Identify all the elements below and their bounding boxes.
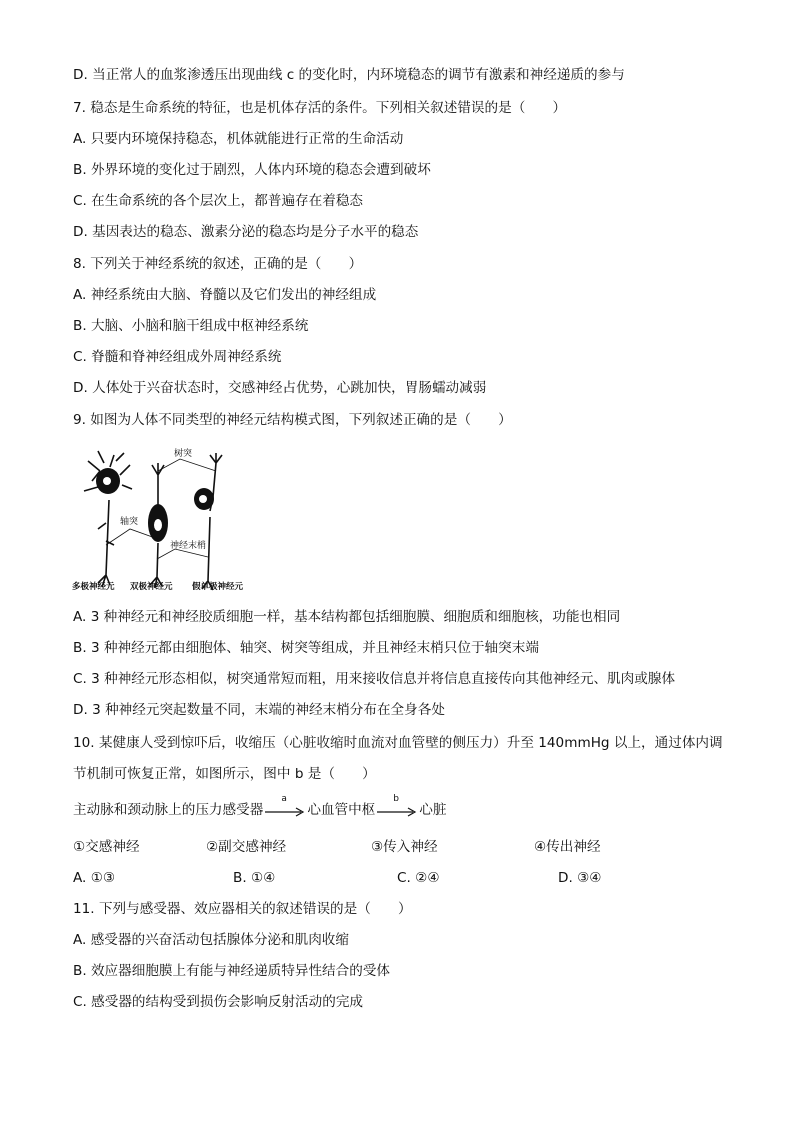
q7-option-c: C. 在生命系统的各个层次上，都普遍存在着稳态 (73, 193, 364, 209)
q8-stem: 8. 下列关于神经系统的叙述，正确的是（ ） (73, 256, 363, 272)
q8-option-c: C. 脊髓和脊神经组成外周神经系统 (73, 349, 282, 365)
q8-option-a: A. 神经系统由大脑、脊髓以及它们发出的神经组成 (73, 287, 377, 303)
q6-option-d: D. 当正常人的血浆渗透压出现曲线 c 的变化时，内环境稳态的调节有激素和神经递质的参与 (73, 67, 625, 83)
pseudounipolar-neuron-drawing (202, 453, 222, 590)
q7-option-a: A. 只要内环境保持稳态，机体就能进行正常的生命活动 (73, 131, 404, 147)
q10-option-b: B. ①④ (233, 870, 276, 886)
q9-option-c: C. 3 种神经元形态相似，树突通常短而粗，用来接收信息并将信息直接传向其他神经元、肌肉或腺体 (73, 671, 676, 687)
flow-center: 心血管中枢 (307, 802, 376, 818)
q10-items-row (73, 838, 733, 856)
caption-multipolar: 多极神经元 (72, 581, 115, 591)
q10-item: ③传入神经 (371, 839, 438, 855)
reflex-flow-diagram (73, 794, 447, 820)
q9-option-a: A. 3 种神经元和神经胶质细胞一样，基本结构都包括细胞膜、细胞质和细胞核，功能也相同 (73, 609, 621, 625)
neuron-types-figure (70, 445, 260, 595)
q10-stem-line1: 10. 某健康人受到惊吓后，收缩压（心脏收缩时血流对血管壁的侧压力）升至 140mmHg 以上，通过体内调 (73, 735, 723, 751)
label-axon: 轴突 (120, 516, 139, 526)
q7-option-d: D. 基因表达的稳态、激素分泌的稳态均是分子水平的稳态 (73, 224, 419, 240)
q9-option-b: B. 3 种神经元都由细胞体、轴突、树突等组成，并且神经末梢只位于轴突末端 (73, 640, 539, 656)
q9-stem: 9. 如图为人体不同类型的神经元结构模式图，下列叙述正确的是（ ） (73, 412, 512, 428)
q10-options-row (73, 869, 733, 887)
q9-option-d: D. 3 种神经元突起数量不同，末端的神经末梢分布在全身各处 (73, 702, 445, 718)
q7-option-b: B. 外界环境的变化过于剧烈，人体内环境的稳态会遭到破坏 (73, 162, 431, 178)
label-dendrite: 树突 (174, 448, 193, 458)
q10-item: ②副交感神经 (206, 839, 287, 855)
q11-option-a: A. 感受器的兴奋活动包括腺体分泌和肌肉收缩 (73, 932, 349, 948)
q10-stem-line2: 节机制可恢复正常，如图所示，图中 b 是（ ） (73, 766, 376, 782)
q11-stem: 11. 下列与感受器、效应器相关的叙述错误的是（ ） (73, 901, 412, 917)
arrow-b (377, 794, 417, 817)
flow-receptor: 主动脉和颈动脉上的压力感受器 (73, 802, 264, 818)
q10-option-d: D. ③④ (558, 870, 602, 886)
q11-option-b: B. 效应器细胞膜上有能与神经递质特异性结合的受体 (73, 963, 391, 979)
caption-pseudounipolar: 假单极神经元 (192, 581, 244, 591)
q10-option-c: C. ②④ (397, 870, 440, 886)
caption-bipolar: 双极神经元 (130, 581, 173, 591)
q10-item: ①交感神经 (73, 839, 140, 855)
q7-stem: 7. 稳态是生命系统的特征，也是机体存活的条件。下列相关叙述错误的是（ ） (73, 100, 567, 116)
arrow-a (265, 794, 305, 817)
q11-option-c: C. 感受器的结构受到损伤会影响反射活动的完成 (73, 994, 364, 1010)
flow-heart: 心脏 (419, 802, 447, 818)
q10-item: ④传出神经 (534, 839, 601, 855)
label-nerve-terminal: 神经末梢 (170, 540, 207, 550)
q8-option-d: D. 人体处于兴奋状态时，交感神经占优势，心跳加快，胃肠蠕动减弱 (73, 380, 487, 396)
q8-option-b: B. 大脑、小脑和脑干组成中枢神经系统 (73, 318, 309, 334)
arrow-b-label: b (393, 794, 399, 804)
arrow-a-label: a (281, 794, 287, 804)
q10-option-a: A. ①③ (73, 870, 116, 886)
